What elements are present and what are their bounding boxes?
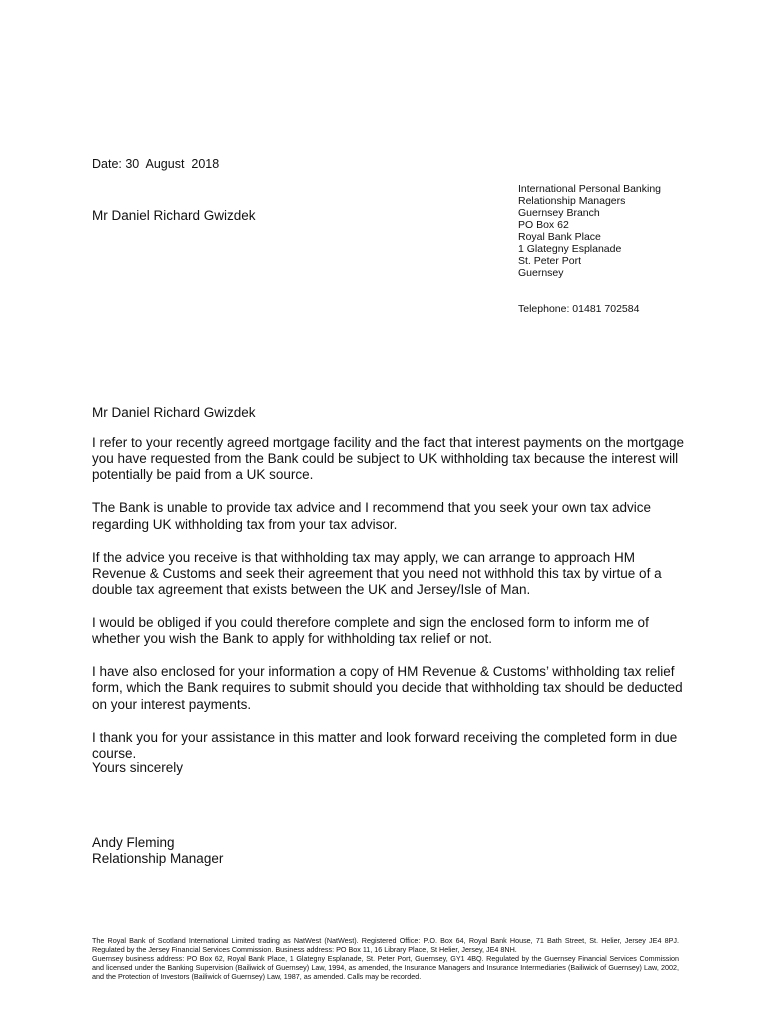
body-paragraph: The Bank is unable to provide tax advice and I recommend that you seek your own tax advice regarding UK withholding tax from your tax advisor. [92, 500, 652, 532]
address-line: Guernsey Branch [518, 207, 600, 219]
body-paragraph: I have also enclosed for your information a copy of HM Revenue & Customs’ withholding tax relief form, which the Bank requires to submit should you decide that withholding tax should be deducted on your interest payments. [92, 664, 683, 712]
salutation: Mr Daniel Richard Gwizdek [92, 405, 256, 420]
body-paragraph: I thank you for your assistance in this matter and look forward receiving the completed form in due course. [92, 729, 678, 761]
body-paragraph: I refer to your recently agreed mortgage facility and the fact that interest payments on the mortgage you have requested from the Bank could be subject to UK withholding tax because the interest will potentially be paid from a UK source. [92, 435, 685, 483]
body-paragraph: I would be obliged if you could therefore complete and sign the enclosed form to inform me of whether you wish the Bank to apply for withholding tax relief or not. [92, 615, 649, 647]
signatory-name: Andy Fleming [92, 835, 175, 850]
signatory-title: Relationship Manager [92, 851, 224, 866]
address-line: Relationship Managers [518, 195, 626, 207]
letter-date: Date: 30 August 2018 [92, 157, 220, 171]
address-line: St. Peter Port [518, 255, 582, 267]
footer-paragraph: Guernsey business address: PO Box 62, Royal Bank Place, 1 Glategny Esplanade, St. Peter Port, Guernsey, GY1 4BQ. Regulated by the Guernsey Financial Services Commission and licensed under the Banking Supervision (Bailiwick of Guernsey) Law, 1994, as amended, the Insurance Managers and Insurance Intermediaries (Bailiwick of Guernsey) Law, 2002, and the Protection of Investors (Bailiwick of Guernsey) Law, 1987, as amended. Calls may be recorded. [92, 954, 679, 981]
address-line: PO Box 62 [518, 219, 569, 231]
closing: Yours sincerely [92, 760, 184, 775]
sender-address [518, 183, 661, 279]
footer-paragraph: The Royal Bank of Scotland International Limited trading as NatWest (NatWest). Registered Office: P.O. Box 64, Royal Bank House, 71 Bath Street, St. Helier, Jersey JE4 8PJ. Regulated by the Jersey Financial Services Commission. Business address: PO Box 11, 16 Library Place, St Helier, Jersey, JE4 8NH. [92, 936, 679, 954]
sender-telephone: Telephone: 01481 702584 [518, 303, 640, 315]
legal-footer [92, 936, 679, 981]
address-line: International Personal Banking [518, 183, 662, 195]
address-line: Royal Bank Place [518, 231, 601, 243]
recipient-name: Mr Daniel Richard Gwizdek [92, 208, 256, 223]
body-paragraph: If the advice you receive is that withholding tax may apply, we can arrange to approach HM Revenue & Customs and seek their agreement that you need not withhold this tax by virtue of a double tax agreement that exists between the UK and Jersey/Isle of Man. [92, 549, 662, 598]
letter-body [92, 435, 692, 779]
address-line: Guernsey [518, 267, 564, 279]
address-line: 1 Glategny Esplanade [518, 243, 622, 255]
